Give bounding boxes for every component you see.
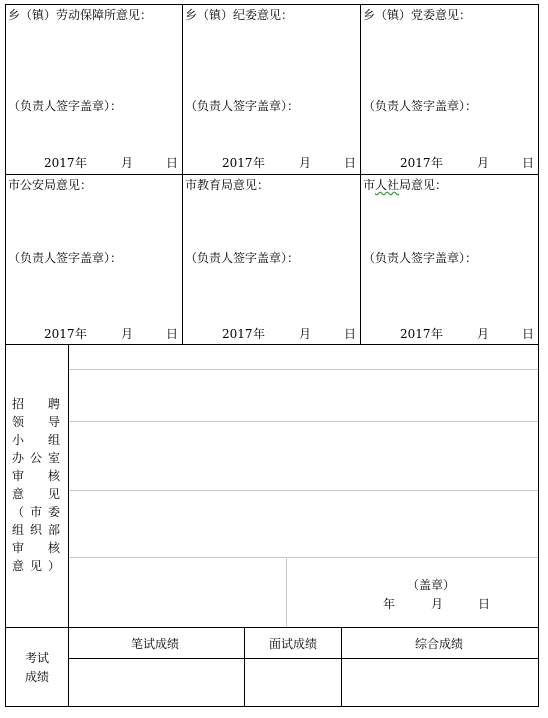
composite-score-header: 综合成绩 — [415, 637, 464, 651]
date-year: 2017 — [400, 327, 431, 341]
review-guide-vertical — [286, 558, 287, 627]
opinion-title: 乡（镇）纪委意见： — [185, 8, 294, 22]
written-score-header: 笔试成绩 — [131, 637, 180, 651]
date-day-unit: 日 — [166, 327, 179, 341]
interview-score-value[interactable] — [246, 662, 339, 704]
scores-label-line: 成绩 — [25, 670, 50, 684]
date-year-unit: 年 — [253, 156, 266, 170]
border-right — [538, 4, 539, 707]
review-label-line: 审核 — [12, 541, 60, 555]
scores-label-line: 考试 — [25, 651, 50, 665]
date-month-unit: 月 — [477, 156, 490, 170]
date-year: 2017 — [222, 327, 253, 341]
date-day-unit: 日 — [522, 156, 535, 170]
signature-prompt: （负责人签字盖章）： — [8, 99, 123, 113]
review-label-line: 办公室 — [12, 451, 60, 465]
interview-score-header: 面试成绩 — [269, 637, 318, 651]
row-divider-1 — [5, 174, 539, 175]
date-day-unit: 日 — [344, 327, 357, 341]
opinion-title — [363, 178, 447, 192]
review-label — [12, 395, 60, 575]
review-guide-2 — [69, 421, 538, 422]
review-label-line: 意见） — [12, 559, 60, 573]
row-divider-4 — [68, 658, 539, 659]
opinion-title: 乡（镇）党委意见： — [363, 8, 472, 22]
date-year-unit: 年 — [431, 156, 444, 170]
score-col-divider-2 — [341, 627, 342, 707]
date-year: 2017 — [222, 156, 253, 170]
review-label-line: 领导 — [12, 415, 60, 429]
date-month-unit: 月 — [431, 597, 444, 611]
review-guide-1 — [69, 369, 538, 370]
date-year-unit: 年 — [431, 327, 444, 341]
date-month-unit: 月 — [121, 156, 134, 170]
date-year: 2017 — [44, 327, 75, 341]
row-divider-3 — [5, 627, 539, 628]
score-col-divider-1 — [244, 627, 245, 707]
opinion-title-prefix: 市 — [363, 178, 376, 192]
date-year-unit: 年 — [253, 327, 266, 341]
written-score-value[interactable] — [70, 662, 242, 704]
date-year-unit: 年 — [75, 327, 88, 341]
review-guide-4 — [69, 557, 538, 558]
signature-prompt: （负责人签字盖章）： — [363, 251, 478, 265]
date-day-unit: 日 — [522, 327, 535, 341]
signature-prompt: （负责人签字盖章）： — [185, 99, 300, 113]
col-divider-a — [182, 4, 183, 345]
opinion-title: 市教育局意见： — [185, 178, 270, 192]
date-day-unit: 日 — [478, 597, 491, 611]
col-divider-b — [360, 4, 361, 345]
review-label-line: 意见 — [12, 487, 60, 501]
border-top — [5, 4, 539, 5]
date-year: 2017 — [44, 156, 75, 170]
date-year-unit: 年 — [75, 156, 88, 170]
signature-prompt: （负责人签字盖章）： — [8, 251, 123, 265]
date-day-unit: 日 — [344, 156, 357, 170]
date-month-unit: 月 — [477, 327, 490, 341]
opinion-title-suffix: 局意见： — [399, 178, 448, 192]
opinion-title: 市公安局意见： — [8, 178, 93, 192]
seal-label: （盖章） — [407, 578, 456, 592]
review-label-line: （市委 — [12, 505, 60, 519]
label-col-divider — [68, 344, 69, 707]
review-label-line: 招聘 — [12, 397, 60, 411]
border-bottom — [5, 706, 539, 707]
date-month-unit: 月 — [299, 156, 312, 170]
border-left — [5, 4, 6, 707]
date-year-unit: 年 — [383, 597, 396, 611]
review-guide-3 — [69, 490, 538, 491]
review-label-line: 组织部 — [12, 523, 60, 537]
composite-score-value[interactable] — [343, 662, 536, 704]
date-year: 2017 — [400, 156, 431, 170]
row-divider-2 — [5, 344, 539, 345]
signature-prompt: （负责人签字盖章）： — [185, 251, 300, 265]
signature-prompt: （负责人签字盖章）： — [363, 99, 478, 113]
opinion-title-marked: 人社 — [375, 178, 400, 192]
date-day-unit: 日 — [166, 156, 179, 170]
review-label-line: 小组 — [12, 433, 60, 447]
date-month-unit: 月 — [299, 327, 312, 341]
review-label-line: 审核 — [12, 469, 60, 483]
opinion-title: 乡（镇）劳动保障所意见： — [8, 8, 153, 22]
date-month-unit: 月 — [121, 327, 134, 341]
